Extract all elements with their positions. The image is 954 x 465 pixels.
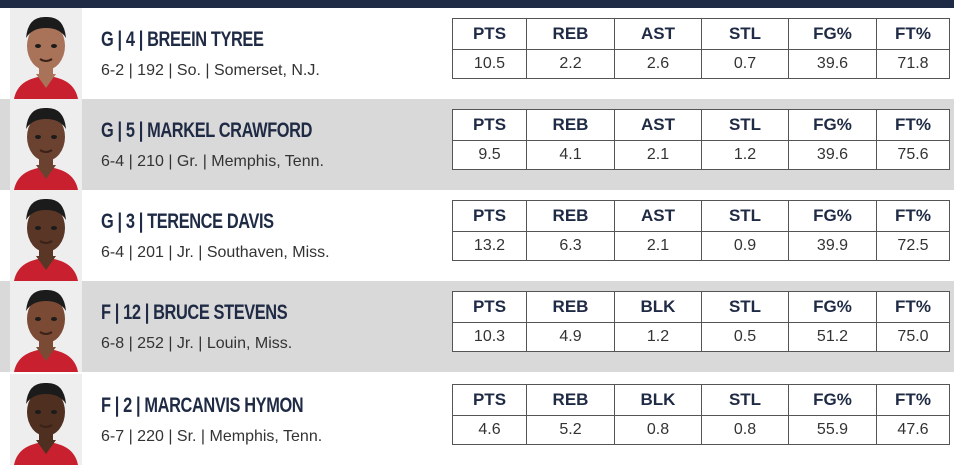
player-number: 4 xyxy=(125,28,135,51)
stat-header: FT% xyxy=(877,19,950,50)
stat-value: 4.6 xyxy=(453,416,527,445)
stats-header-row xyxy=(453,201,950,232)
player-name: MARKEL CRAWFORD xyxy=(147,119,313,142)
separator: | xyxy=(110,301,124,324)
stat-value: 4.1 xyxy=(527,141,615,170)
stat-value: 5.2 xyxy=(527,416,615,445)
stats-value-row xyxy=(453,323,950,352)
stats-table xyxy=(452,200,950,261)
player-name: BRUCE STEVENS xyxy=(153,301,288,324)
player-headshot-icon xyxy=(10,374,82,465)
player-number: 2 xyxy=(123,394,132,417)
player-headshot-icon xyxy=(10,99,82,190)
stat-header: AST xyxy=(615,201,702,232)
stat-value: 10.5 xyxy=(453,50,527,79)
stat-header: PTS xyxy=(453,385,527,416)
player-number: 3 xyxy=(125,210,135,233)
player-headshot-icon xyxy=(10,281,82,372)
stat-value: 75.0 xyxy=(877,323,950,352)
stat-value: 9.5 xyxy=(453,141,527,170)
player-position: F xyxy=(101,394,111,417)
stat-value: 0.8 xyxy=(615,416,702,445)
stat-header: PTS xyxy=(453,110,527,141)
player-row xyxy=(0,8,954,99)
player-position: G xyxy=(101,210,114,233)
player-row xyxy=(0,190,954,281)
stat-header: REB xyxy=(527,110,615,141)
stat-value: 6.3 xyxy=(527,232,615,261)
stat-header: BLK xyxy=(615,385,702,416)
player-number: 5 xyxy=(125,119,135,142)
separator: | xyxy=(110,394,124,417)
stats-header-row xyxy=(453,292,950,323)
stat-header: FG% xyxy=(789,201,877,232)
stat-header: FG% xyxy=(789,385,877,416)
player-number: 12 xyxy=(123,301,141,324)
stat-value: 13.2 xyxy=(453,232,527,261)
stat-header: FG% xyxy=(789,110,877,141)
player-name-line xyxy=(101,394,303,418)
stat-header: REB xyxy=(527,292,615,323)
player-name: TERENCE DAVIS xyxy=(147,210,274,233)
player-headshot-icon xyxy=(10,190,82,281)
stat-header: FG% xyxy=(789,19,877,50)
player-name: BREEIN TYREE xyxy=(147,28,264,51)
stat-value: 2.2 xyxy=(527,50,615,79)
stat-value: 1.2 xyxy=(615,323,702,352)
stats-table xyxy=(452,291,950,352)
stat-header: STL xyxy=(702,385,789,416)
player-row xyxy=(0,374,954,465)
stats-table xyxy=(452,384,950,445)
stat-value: 39.9 xyxy=(789,232,877,261)
stat-value: 71.8 xyxy=(877,50,950,79)
stat-header: STL xyxy=(702,110,789,141)
stat-value: 72.5 xyxy=(877,232,950,261)
separator: | xyxy=(134,210,148,233)
stat-value: 75.6 xyxy=(877,141,950,170)
stat-value: 0.5 xyxy=(702,323,789,352)
stat-header: FT% xyxy=(877,201,950,232)
stat-header: PTS xyxy=(453,292,527,323)
stat-value: 10.3 xyxy=(453,323,527,352)
stat-header: STL xyxy=(702,292,789,323)
player-bio: 6-4 | 210 | Gr. | Memphis, Tenn. xyxy=(101,153,324,170)
stat-header: FG% xyxy=(789,292,877,323)
stat-header: BLK xyxy=(615,292,702,323)
stats-table xyxy=(452,109,950,170)
stat-header: PTS xyxy=(453,19,527,50)
stat-value: 47.6 xyxy=(877,416,950,445)
player-headshot-icon xyxy=(10,8,82,99)
stat-value: 51.2 xyxy=(789,323,877,352)
stat-header: AST xyxy=(615,110,702,141)
separator: | xyxy=(131,394,145,417)
stat-value: 1.2 xyxy=(702,141,789,170)
separator: | xyxy=(134,28,148,51)
stat-value: 2.6 xyxy=(615,50,702,79)
header-bar xyxy=(0,0,954,8)
player-bio: 6-4 | 201 | Jr. | Southaven, Miss. xyxy=(101,244,330,261)
stat-value: 0.8 xyxy=(702,416,789,445)
player-name: MARCANVIS HYMON xyxy=(144,394,304,417)
separator: | xyxy=(140,301,154,324)
stat-value: 0.7 xyxy=(702,50,789,79)
stat-value: 55.9 xyxy=(789,416,877,445)
stat-header: REB xyxy=(527,385,615,416)
separator: | xyxy=(134,119,148,142)
player-row xyxy=(0,99,954,190)
player-position: F xyxy=(101,301,111,324)
separator: | xyxy=(113,28,126,51)
player-name-line xyxy=(101,28,263,52)
stat-header: STL xyxy=(702,19,789,50)
stat-header: REB xyxy=(527,19,615,50)
stat-header: FT% xyxy=(877,385,950,416)
stats-value-row xyxy=(453,416,950,445)
player-name-line xyxy=(101,210,274,234)
stat-header: REB xyxy=(527,201,615,232)
stats-value-row xyxy=(453,141,950,170)
player-position: G xyxy=(101,119,114,142)
separator: | xyxy=(113,119,126,142)
player-position: G xyxy=(101,28,114,51)
stat-header: FT% xyxy=(877,110,950,141)
stat-header: STL xyxy=(702,201,789,232)
player-bio: 6-8 | 252 | Jr. | Louin, Miss. xyxy=(101,335,293,352)
stats-value-row xyxy=(453,50,950,79)
stat-value: 2.1 xyxy=(615,141,702,170)
stats-header-row xyxy=(453,19,950,50)
stat-value: 2.1 xyxy=(615,232,702,261)
separator: | xyxy=(113,210,126,233)
player-row xyxy=(0,281,954,372)
player-bio: 6-2 | 192 | So. | Somerset, N.J. xyxy=(101,62,320,79)
stats-table xyxy=(452,18,950,79)
stat-value: 0.9 xyxy=(702,232,789,261)
player-bio: 6-7 | 220 | Sr. | Memphis, Tenn. xyxy=(101,428,323,445)
stats-value-row xyxy=(453,232,950,261)
stat-value: 39.6 xyxy=(789,141,877,170)
stat-header: FT% xyxy=(877,292,950,323)
stats-header-row xyxy=(453,385,950,416)
player-name-line xyxy=(101,301,287,325)
stat-header: PTS xyxy=(453,201,527,232)
stat-value: 39.6 xyxy=(789,50,877,79)
player-name-line xyxy=(101,119,312,143)
stat-value: 4.9 xyxy=(527,323,615,352)
stats-header-row xyxy=(453,110,950,141)
stat-header: AST xyxy=(615,19,702,50)
